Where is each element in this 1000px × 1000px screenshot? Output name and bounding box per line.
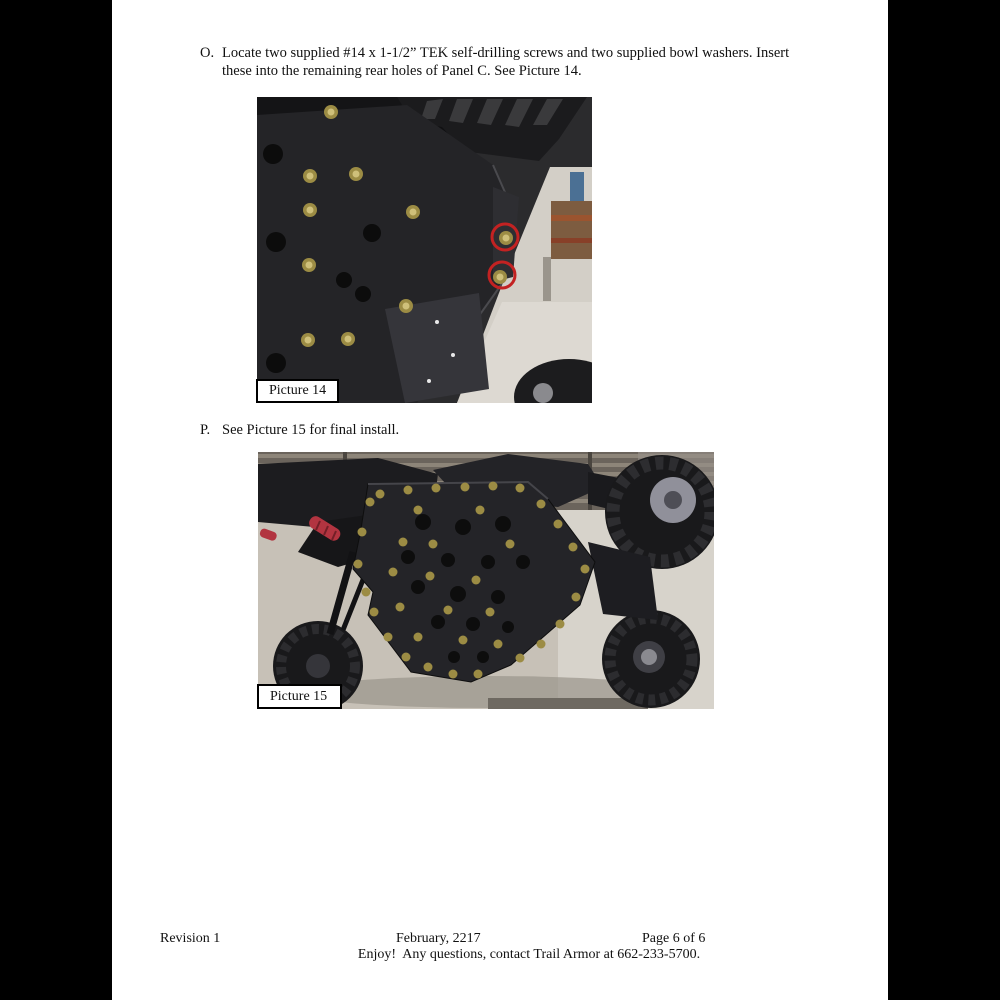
step-item-o (200, 44, 822, 80)
picture-15-photo (258, 452, 714, 709)
footer-date: February, 2217 (396, 931, 481, 946)
step-marker: P. (200, 422, 211, 438)
picture-14-label (256, 379, 339, 403)
picture-15-label-text: Picture 15 (270, 688, 328, 704)
step-text: Locate two supplied #14 x 1-1/2” TEK self-drilling screws and two supplied bowl washers. Insert these into the remaining rear holes of Panel C. See Picture 14. (222, 45, 790, 79)
footer-revision: Revision 1 (160, 931, 221, 946)
step-text: See Picture 15 for final install. (222, 422, 400, 438)
picture-14-photo (257, 97, 592, 403)
footer-page-number: Page 6 of 6 (642, 931, 706, 946)
picture-15-illustration (258, 452, 714, 709)
document-page (112, 0, 888, 1000)
picture-14-illustration (257, 97, 592, 403)
picture-14-label-text: Picture 14 (269, 383, 327, 398)
footer-contact-note: Enjoy! Any questions, contact Trail Armor at 662-233-5700. (357, 947, 701, 962)
step-marker: O. (200, 45, 215, 61)
picture-15-label (257, 684, 342, 709)
step-item-p (200, 421, 822, 439)
